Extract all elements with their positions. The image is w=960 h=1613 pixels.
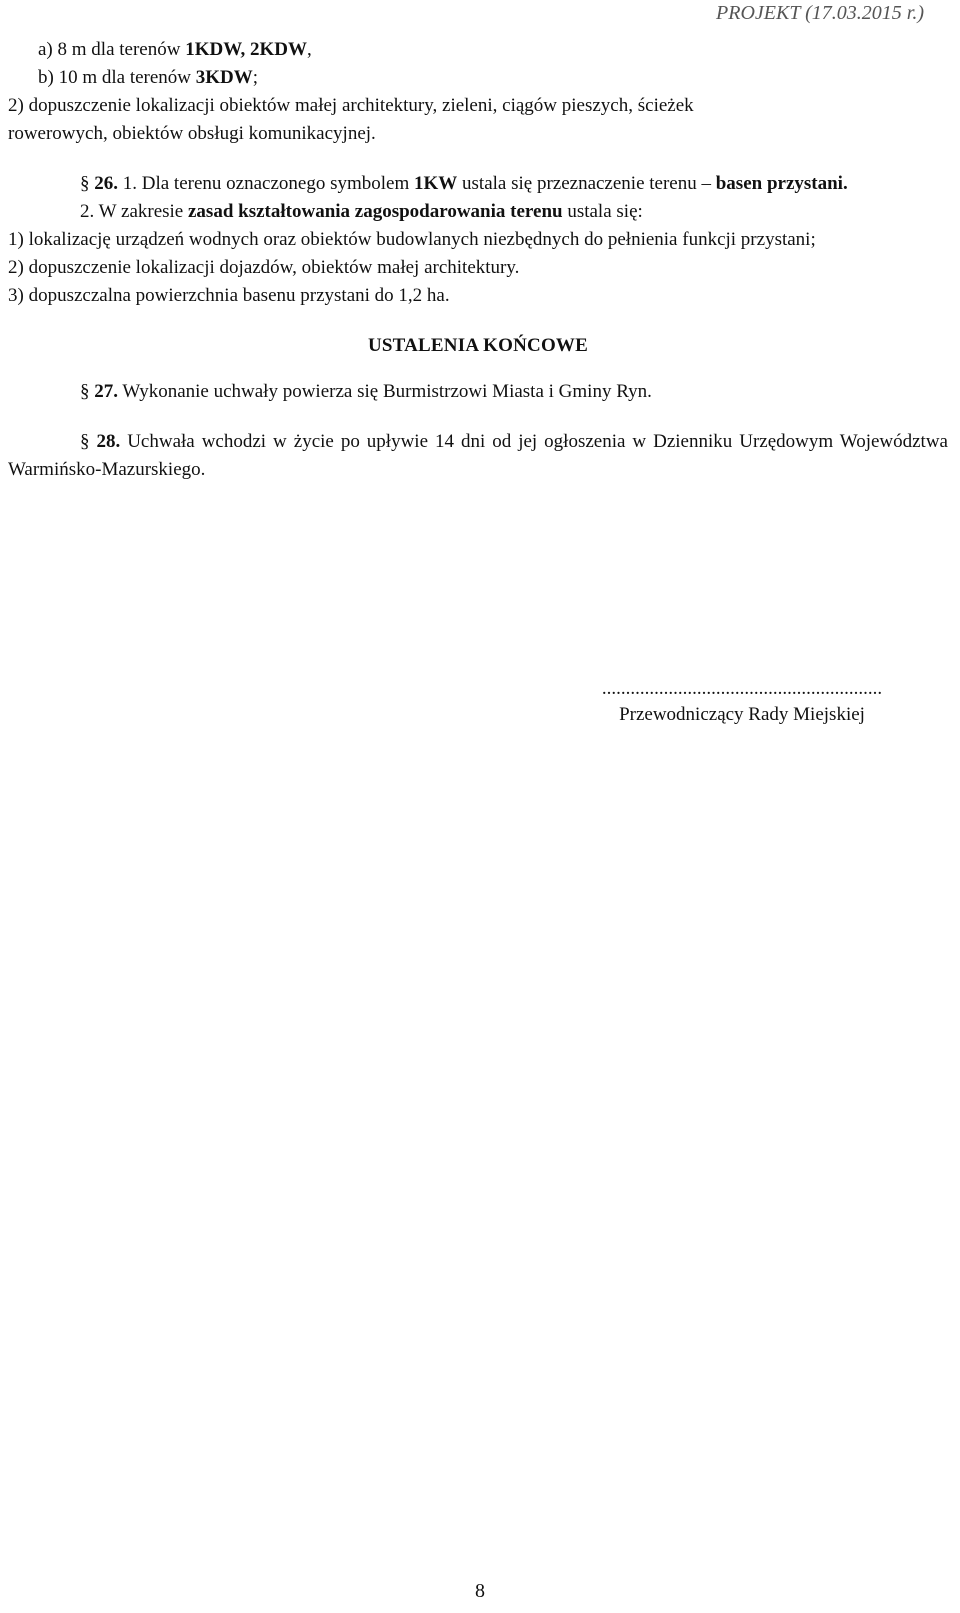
- section-sign: §: [80, 173, 90, 194]
- signature-block: [572, 676, 912, 728]
- section-number: 27.: [94, 381, 118, 402]
- section-26-paragraph-1: § 26. 1. Dla terenu oznaczonego symbolem 1KW ustala się przeznaczenie terenu – basen przystani.: [80, 173, 848, 194]
- section-26-item-3: 3) dopuszczalna powierzchnia basenu przystani do 1,2 ha.: [8, 285, 450, 306]
- section-27: § 27. Wykonanie uchwały powierza się Burmistrzowi Miasta i Gminy Ryn.: [80, 381, 652, 402]
- bold-symbols: 3KDW: [195, 67, 253, 88]
- section-26-item-1: 1) lokalizację urządzeń wodnych oraz obiektów budowlanych niezbędnych do pełnienia funkcji przystani;: [8, 229, 816, 250]
- list-item-b: b) 10 m dla terenów 3KDW;: [38, 67, 259, 88]
- zone-symbol: 1KW: [413, 173, 458, 194]
- section-number: 28.: [96, 431, 121, 452]
- signature-title: Przewodniczący Rady Miejskiej: [619, 704, 865, 725]
- final-provisions-heading: USTALENIA KOŃCOWE: [367, 335, 588, 356]
- bold-symbols: 1KDW, 2KDW: [185, 39, 307, 60]
- section-sign: §: [80, 431, 90, 452]
- list-item-a: a) 8 m dla terenów 1KDW, 2KDW,: [38, 39, 312, 60]
- zone-purpose: basen przystani.: [715, 173, 848, 194]
- project-date-header: PROJEKT (17.03.2015 r.): [716, 2, 924, 24]
- section-sign: §: [80, 381, 90, 402]
- section-number: 26.: [94, 173, 118, 194]
- list-item-2-line2: rowerowych, obiektów obsługi komunikacyjnej.: [8, 123, 376, 144]
- section-28: § 28. Uchwała wchodzi w życie po upływie 14 dni od jej ogłoszenia w Dzienniku Urzędowym Województwa Warmińsko-Mazurskiego.: [8, 431, 948, 480]
- document-body: [8, 36, 948, 484]
- page-number: 8: [475, 1580, 485, 1602]
- section-26-item-2: 2) dopuszczenie lokalizacji dojazdów, obiektów małej architektury.: [8, 257, 520, 278]
- signature-dotted-line: ...........................................................: [601, 678, 883, 699]
- section-26-paragraph-2: 2. W zakresie zasad kształtowania zagospodarowania terenu ustala się:: [80, 201, 643, 222]
- list-item-2-line1: 2) dopuszczenie lokalizacji obiektów małej architektury, zieleni, ciągów pieszych, ścieżek: [8, 95, 694, 116]
- bold-phrase: zasad kształtowania zagospodarowania terenu: [188, 201, 563, 222]
